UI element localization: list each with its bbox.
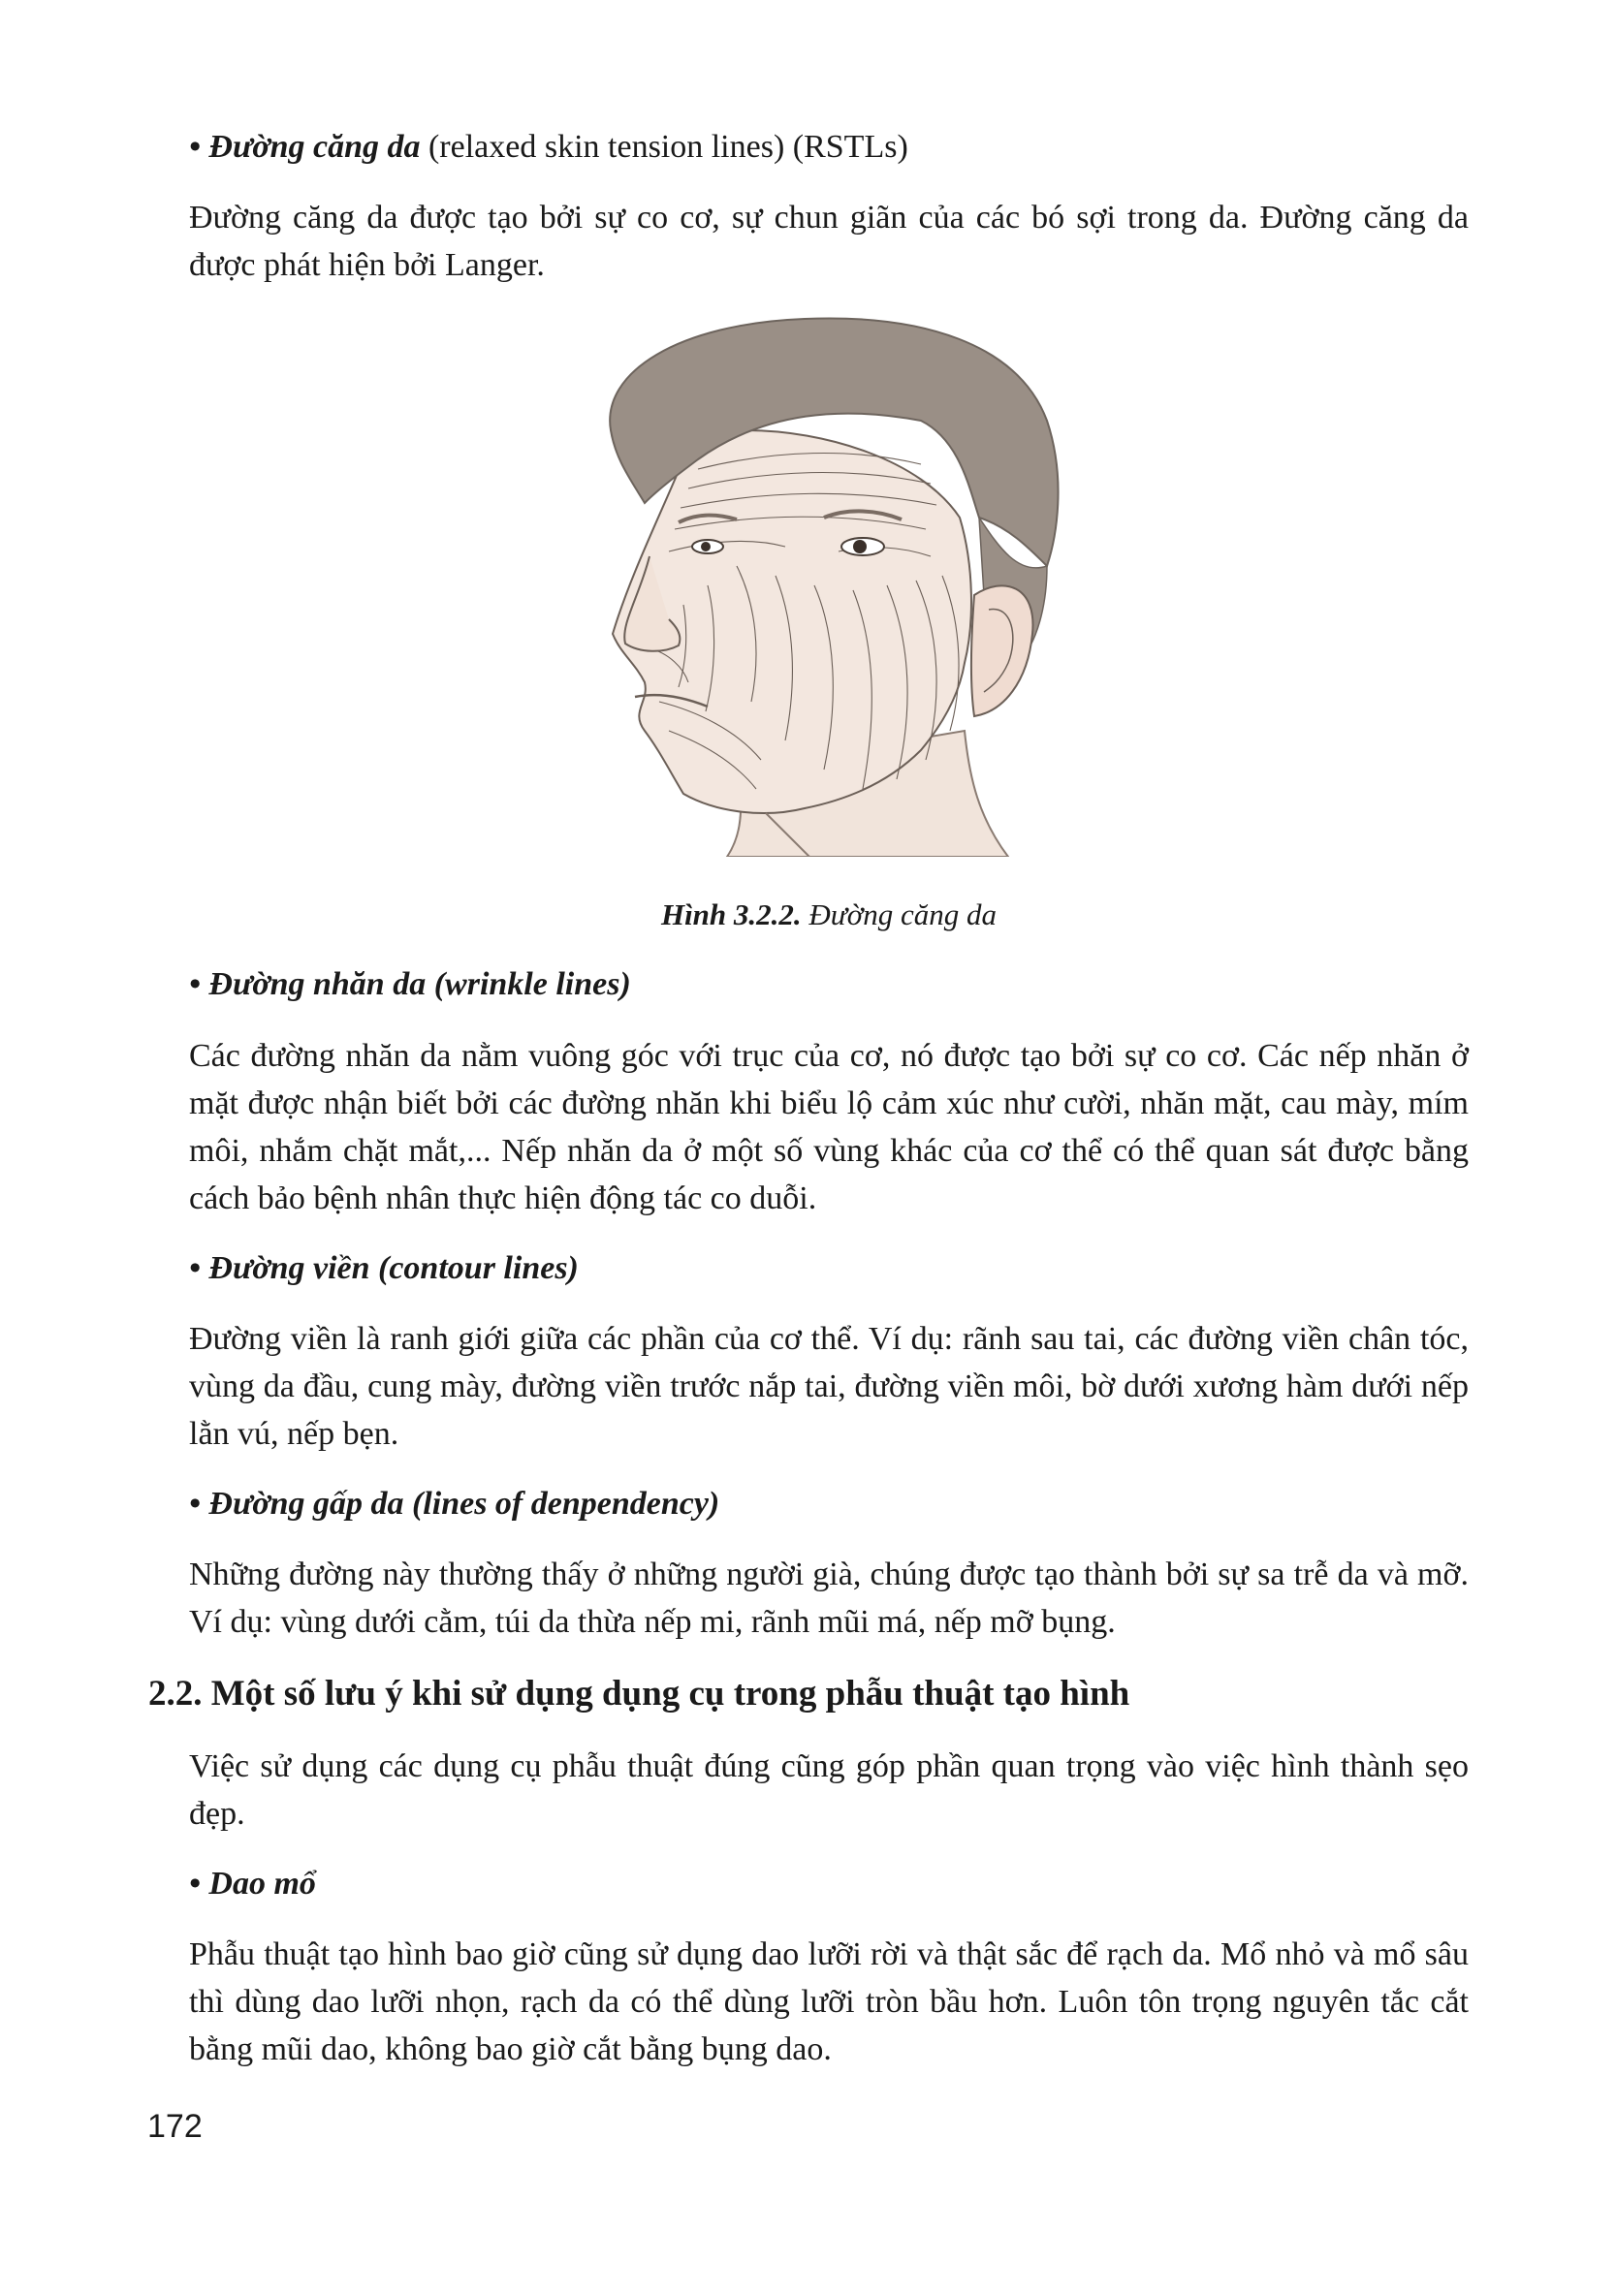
rstl-heading [189,126,1469,169]
rstl-heading-rest: (relaxed skin tension lines) (RSTLs) [420,129,908,165]
pupil-left [701,542,711,551]
dependency-paragraph: Những đường này thường thấy ở những người già, chúng được tạo thành bởi sự sa trễ da và mỡ. Ví dụ: vùng dưới cằm, túi da thừa nếp mi, rãnh mũi má, nếp mỡ bụng. [189,1557,1469,1641]
page-number: 172 [147,2108,203,2145]
figure-title: Đường căng da [801,897,998,932]
dependency-heading: • Đường gấp da (lines of denpendency) [189,1485,720,1522]
wrinkle-heading: • Đường nhăn da (wrinkle lines) [189,966,631,1003]
scalpel-heading: • Dao mổ [189,1866,316,1903]
figure-caption [189,896,1469,934]
section-paragraph: Việc sử dụng các dụng cụ phẫu thuật đúng cũng góp phần quan trọng vào việc hình thành sẹo đẹp. [189,1748,1469,1833]
ear-shape [971,586,1033,717]
figure-skin-tension-lines [189,314,1469,886]
pupil-right [853,540,867,553]
figure-number: Hình 3.2.2. [660,897,802,932]
rstl-heading-bold: • Đường căng da [189,129,421,165]
page-content [148,126,1469,2098]
contour-paragraph: Đường viền là ranh giới giữa các phần của cơ thể. Ví dụ: rãnh sau tai, các đường viền chân tóc, vùng da đầu, cung mày, đường viền trước nắp tai, đường viền môi, bờ dưới xương hàm dưới nếp lằn vú, nếp bẹn. [189,1320,1469,1452]
wrinkle-paragraph: Các đường nhăn da nằm vuông góc với trục của cơ, nó được tạo bởi sự co cơ. Các nếp nhăn ở mặt được nhận biết bởi các đường nhăn khi biểu lộ cảm xúc như cười, nhăn mặt, cau mày, mím môi, nhắm chặt mắt,... Nếp nhăn da ở một số vùng khác của cơ thể có thể quan sát được bằng cách bảo bệnh nhân thực hiện động tác co duỗi. [189,1037,1469,1216]
rstl-paragraph: Đường căng da được tạo bởi sự co cơ, sự chun giãn của các bó sợi trong da. Đường căng da được phát hiện bởi Langer. [189,200,1469,284]
face-illustration [591,314,1076,857]
contour-heading: • Đường viền (contour lines) [189,1249,579,1286]
scalpel-paragraph: Phẫu thuật tạo hình bao giờ cũng sử dụng dao lưỡi rời và thật sắc để rạch da. Mổ nhỏ và mổ sâu thì dùng dao lưỡi nhọn, rạch da có thể dùng lưỡi tròn bầu hơn. Luôn tôn trọng nguyên tắc cắt bằng mũi dao, không bao giờ cắt bằng bụng dao. [189,1936,1469,2068]
section-heading: 2.2. Một số lưu ý khi sử dụng dụng cụ trong phẫu thuật tạo hình [148,1674,1130,1714]
